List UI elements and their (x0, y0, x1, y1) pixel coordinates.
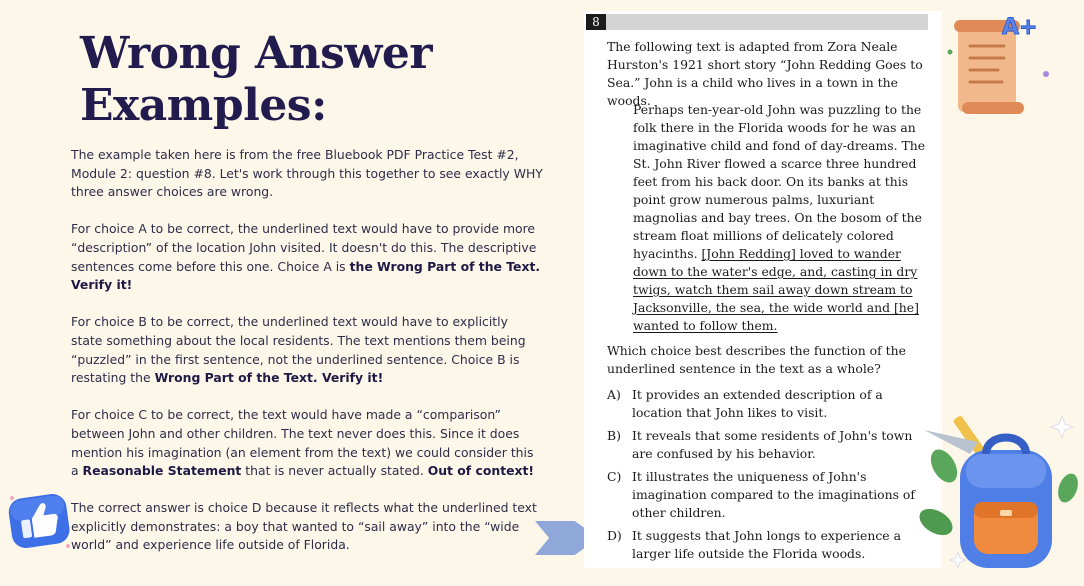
choice-a[interactable] (607, 386, 929, 422)
verdict-choice-b: Wrong Part of the Text. Verify it! (154, 370, 384, 386)
verdict-choice-c-1: Reasonable Statement (82, 463, 242, 479)
backpack-icon (912, 402, 1084, 584)
title-line-2: Examples: (80, 80, 327, 131)
question-prompt: Which choice best describes the function of the underlined sentence in the text as a whole? (607, 343, 906, 376)
choice-text: It provides an extended description of a location that John likes to visit. (632, 387, 883, 420)
choice-b[interactable] (607, 427, 929, 463)
choice-letter: C) (607, 469, 622, 484)
passage (633, 101, 929, 335)
explanation-choice-b: For choice B to be correct, the underlined text would have to explicitly state something about the local residents. The text mentions them being “puzzled” in the first sentence, not the underlined sentence. Choice B is restating the Wrong Part of the Text. Verify it! (71, 314, 526, 386)
question-intro: The following text is adapted from Zora Neale Hurston's 1921 short story “John Redding Goes to Sea.” John is a child who lives in a town in the woods. (607, 39, 923, 108)
choice-letter: B) (607, 428, 621, 443)
explanation-text (71, 146, 543, 574)
choice-c[interactable] (607, 468, 929, 522)
choice-d[interactable] (607, 527, 929, 563)
choice-text: It reveals that some residents of John's town are confused by his behavior. (632, 428, 913, 461)
verdict-choice-c-2: Out of context! (427, 463, 535, 479)
choice-text: It suggests that John longs to experience a larger life outside the Florida woods. (632, 528, 901, 561)
grade-scroll-icon (946, 10, 1056, 122)
choice-text: It illustrates the uniqueness of John's imagination compared to the imaginations of other children. (632, 469, 915, 520)
title-line-1: Wrong Answer (80, 28, 432, 79)
explanation-choice-d: The correct answer is choice D because it reflects what the underlined text explicitly demonstrates: a boy that wanted to “sail away” into the “wide world” and experience life outside of Florida. (71, 500, 537, 553)
explanation-choice-c: For choice C to be correct, the text would have made a “comparison” between John and other children. The text never does this. Since it does mention his imagination (an element from the text) we could consider this a Reasonable Statement that is never actually stated. Out of context! (71, 407, 535, 479)
choice-letter: A) (607, 387, 621, 402)
question-number: 8 (586, 14, 606, 30)
underlined-sentence: [John Redding] loved to wander down to the water's edge, and, casting in dry twigs, watch them sail away down stream to Jacksonville, the sea, the wide world and [he] wanted to follow them. (633, 246, 919, 333)
page-title (80, 28, 520, 132)
explanation-choice-a: For choice A to be correct, the underlined text would have to provide more “description” of the location John visited. It doesn't do this. The descriptive sentences come before this one. Choice A is the Wrong Part of the Text. Verify it! (71, 221, 541, 293)
question-number-bar (586, 14, 928, 30)
answer-choices (607, 386, 929, 568)
passage-text: Perhaps ten-year-old John was puzzling to the folk there in the Florida woods for he was an imaginative child and fond of day-dreams. The St. John River flowed a scarce three hundred feet from his back door. On its banks at this point grow numerous palms, luxuriant magnolias and bay trees. On the bosom of the stream float millions of delicately colored hyacinths. (633, 102, 926, 261)
verdict-choice-a: the Wrong Part of the Text. Verify it! (71, 258, 541, 293)
grade-badge: A+ (1002, 15, 1038, 40)
choice-letter: D) (607, 528, 622, 543)
thumbs-up-icon (4, 488, 74, 552)
explanation-intro: The example taken here is from the free Bluebook PDF Practice Test #2, Module 2: question #8. Let's work through this together to see exactly WHY three answer choices are wrong. (71, 147, 543, 200)
